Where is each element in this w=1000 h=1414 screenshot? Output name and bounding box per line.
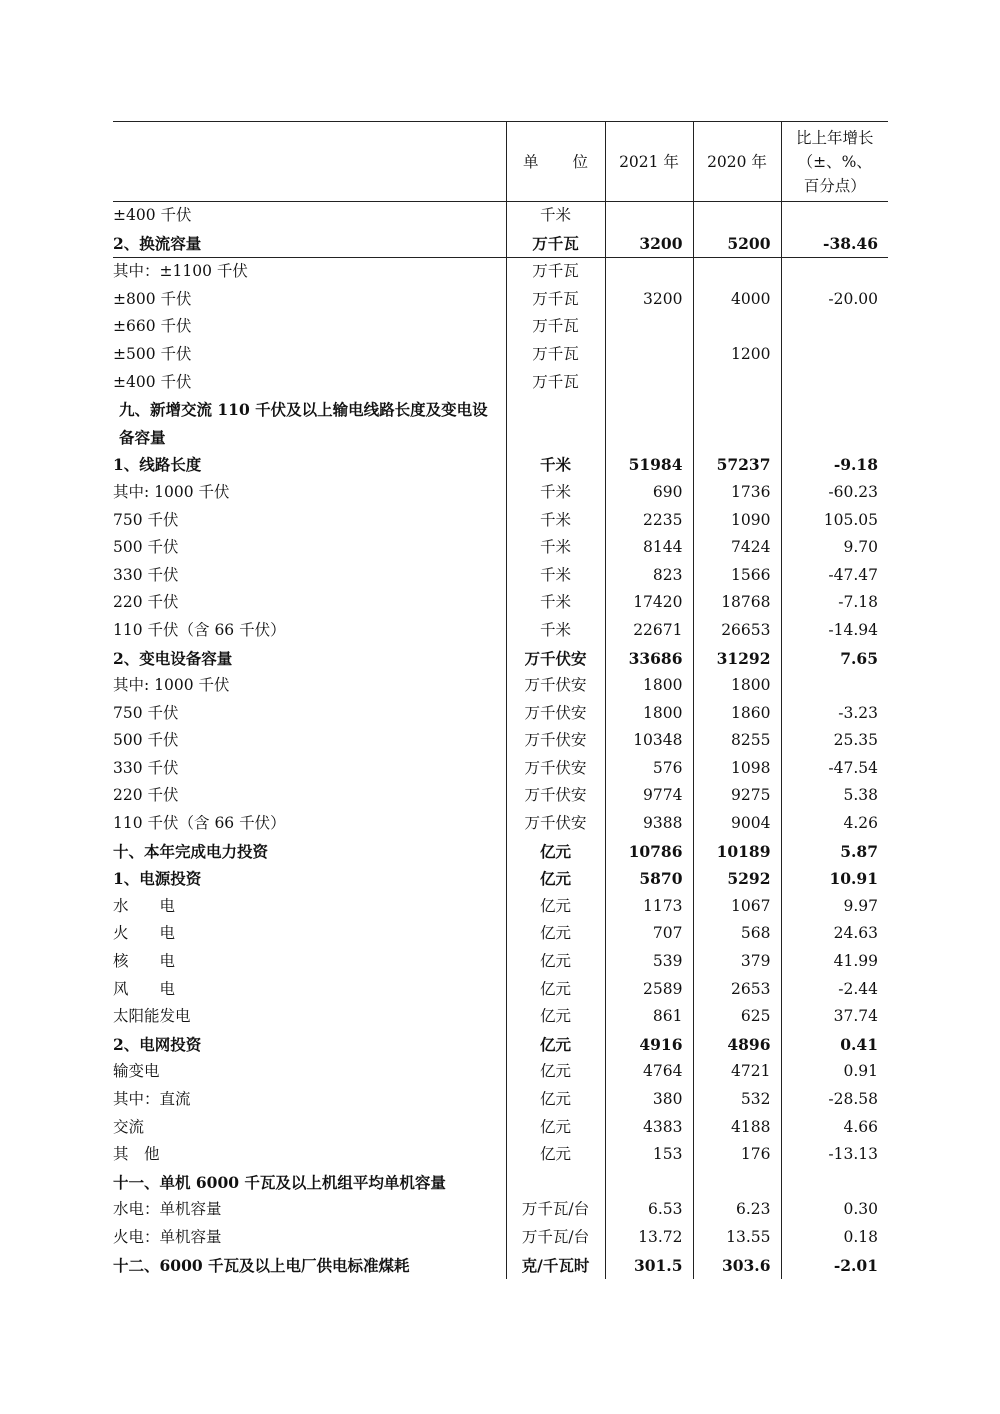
row-name: ±500 千伏 [113, 344, 192, 363]
row-unit: 万千瓦 [506, 230, 605, 258]
row-name: 十一、单机 6000 千瓦及以上机组平均单机容量 [113, 1172, 446, 1192]
row-unit: 千米 [506, 617, 605, 645]
row-value-2020: 31292 [693, 645, 781, 673]
row-change: -7.18 [781, 589, 888, 617]
table-row [113, 286, 888, 314]
row-name: 750 千伏 [113, 510, 179, 529]
table-row [113, 1169, 888, 1197]
row-name: 太阳能发电 [113, 1007, 191, 1026]
row-value-2021: 539 [605, 948, 693, 976]
header-2021: 2021 年 [605, 122, 693, 202]
row-value-2021: 4764 [605, 1058, 693, 1086]
row-value-2020: 18768 [693, 589, 781, 617]
row-unit: 万千伏安 [506, 782, 605, 810]
row-value-2021 [605, 1169, 693, 1197]
table-row [113, 700, 888, 728]
header-unit-char-2: 位 [572, 152, 589, 171]
header-unit-char-1: 单 [522, 152, 539, 171]
header-change-line-1: 比上年增长 [795, 128, 874, 147]
row-value-2021: 10348 [605, 727, 693, 755]
row-value-2020: 7424 [693, 534, 781, 562]
row-name: 其中: 1000 千伏 [113, 676, 230, 695]
row-value-2021 [605, 369, 693, 397]
row-name: 其 他 [113, 1145, 160, 1164]
row-change: -47.54 [781, 755, 888, 783]
table-row [113, 976, 888, 1004]
row-value-2021: 3200 [605, 286, 693, 314]
row-value-2021: 861 [605, 1003, 693, 1031]
table-row [113, 1086, 888, 1114]
row-name: 核 电 [113, 952, 176, 971]
row-value-2021: 301.5 [605, 1252, 693, 1280]
row-value-2020: 1800 [693, 672, 781, 700]
row-change: 7.65 [781, 645, 888, 673]
row-value-2020: 1067 [693, 893, 781, 921]
table-row [113, 313, 888, 341]
row-value-2020: 1566 [693, 562, 781, 590]
row-change: -28.58 [781, 1086, 888, 1114]
row-value-2021: 6.53 [605, 1196, 693, 1224]
row-unit: 万千伏安 [506, 645, 605, 673]
row-change: -60.23 [781, 479, 888, 507]
table-row [113, 727, 888, 755]
row-change: -47.47 [781, 562, 888, 590]
row-unit: 万千瓦 [506, 341, 605, 369]
row-value-2021: 2589 [605, 976, 693, 1004]
row-value-2020: 303.6 [693, 1252, 781, 1280]
row-unit: 千米 [506, 534, 605, 562]
row-value-2020: 2653 [693, 976, 781, 1004]
row-change: -13.13 [781, 1141, 888, 1169]
row-change: 37.74 [781, 1003, 888, 1031]
table-row [113, 562, 888, 590]
row-value-2020: 57237 [693, 451, 781, 479]
row-value-2021: 17420 [605, 589, 693, 617]
row-value-2020: 1736 [693, 479, 781, 507]
table-row [113, 230, 888, 258]
table-row [113, 672, 888, 700]
row-value-2021: 380 [605, 1086, 693, 1114]
row-change [781, 369, 888, 397]
row-value-2020: 5292 [693, 865, 781, 893]
row-unit: 万千伏安 [506, 755, 605, 783]
table-row [113, 258, 888, 286]
row-name: 火电：单机容量 [113, 1227, 222, 1246]
header-item-column [113, 122, 506, 202]
table-row [113, 1224, 888, 1252]
row-unit: 万千伏安 [506, 810, 605, 838]
row-value-2021: 5870 [605, 865, 693, 893]
table-row [113, 617, 888, 645]
row-value-2021 [605, 341, 693, 369]
row-value-2021: 9774 [605, 782, 693, 810]
row-value-2020: 10189 [693, 838, 781, 866]
row-change [781, 258, 888, 286]
row-unit [506, 396, 605, 451]
statistics-table [113, 121, 888, 1279]
row-change: 25.35 [781, 727, 888, 755]
row-value-2020: 1200 [693, 341, 781, 369]
row-unit: 万千瓦 [506, 286, 605, 314]
table-row [113, 534, 888, 562]
row-unit: 亿元 [506, 865, 605, 893]
row-value-2020: 6.23 [693, 1196, 781, 1224]
row-unit: 亿元 [506, 1141, 605, 1169]
row-value-2021 [605, 396, 693, 451]
row-name: 2、电网投资 [113, 1034, 202, 1054]
row-value-2020: 1860 [693, 700, 781, 728]
row-name: 其中：±1100 千伏 [113, 262, 248, 281]
table-row [113, 369, 888, 397]
row-change: 0.91 [781, 1058, 888, 1086]
row-unit: 万千伏安 [506, 672, 605, 700]
row-change: -9.18 [781, 451, 888, 479]
row-unit [506, 1169, 605, 1197]
row-name: 其中: 1000 千伏 [113, 482, 230, 501]
row-value-2020: 625 [693, 1003, 781, 1031]
row-change: 4.66 [781, 1114, 888, 1142]
row-change [781, 396, 888, 451]
row-unit: 亿元 [506, 1058, 605, 1086]
row-name: 330 千伏 [113, 565, 179, 584]
row-name: 220 千伏 [113, 786, 179, 805]
row-unit: 千米 [506, 451, 605, 479]
row-value-2021: 9388 [605, 810, 693, 838]
table-row [113, 755, 888, 783]
row-unit: 亿元 [506, 920, 605, 948]
row-value-2020: 1090 [693, 507, 781, 535]
row-name: 2、变电设备容量 [113, 648, 233, 668]
table-row [113, 1003, 888, 1031]
row-unit: 万千伏安 [506, 727, 605, 755]
row-value-2020: 176 [693, 1141, 781, 1169]
row-name: 水电：单机容量 [113, 1200, 222, 1219]
row-change: 41.99 [781, 948, 888, 976]
row-unit: 亿元 [506, 1086, 605, 1114]
row-change: -2.01 [781, 1252, 888, 1280]
row-unit: 万千瓦/台 [506, 1196, 605, 1224]
row-value-2020: 1098 [693, 755, 781, 783]
header-change [781, 122, 888, 202]
row-change: -38.46 [781, 230, 888, 258]
row-name: 其中：直流 [113, 1090, 191, 1108]
row-unit: 千米 [506, 589, 605, 617]
row-unit: 亿元 [506, 1003, 605, 1031]
row-change [781, 202, 888, 230]
table-row [113, 341, 888, 369]
row-change: 9.70 [781, 534, 888, 562]
table-row [113, 948, 888, 976]
row-name: 1、电源投资 [113, 869, 202, 889]
row-change: 0.18 [781, 1224, 888, 1252]
header-change-line-2: （±、%、 [797, 152, 872, 171]
row-value-2021: 8144 [605, 534, 693, 562]
row-name: 750 千伏 [113, 703, 179, 722]
row-change [781, 672, 888, 700]
row-unit: 万千瓦 [506, 369, 605, 397]
table-row [113, 396, 888, 451]
row-unit: 亿元 [506, 1114, 605, 1142]
row-unit: 万千瓦 [506, 313, 605, 341]
table-row [113, 1114, 888, 1142]
row-value-2020: 568 [693, 920, 781, 948]
row-value-2021: 576 [605, 755, 693, 783]
row-value-2020: 4188 [693, 1114, 781, 1142]
row-value-2021: 3200 [605, 230, 693, 258]
table-row [113, 589, 888, 617]
row-name: ±400 千伏 [113, 372, 192, 391]
row-change: 5.38 [781, 782, 888, 810]
table-row [113, 810, 888, 838]
row-change: -2.44 [781, 976, 888, 1004]
row-value-2020: 379 [693, 948, 781, 976]
row-value-2021: 1800 [605, 672, 693, 700]
row-name: 火 电 [113, 924, 176, 943]
row-change [781, 313, 888, 341]
row-name: 2、换流容量 [113, 230, 506, 258]
row-name: 110 千伏（含 66 千伏） [113, 620, 286, 639]
table-row [113, 1252, 888, 1280]
table-row [113, 451, 888, 479]
row-name: 十、本年完成电力投资 [113, 841, 269, 861]
row-value-2020: 532 [693, 1086, 781, 1114]
row-change: -14.94 [781, 617, 888, 645]
table-row [113, 1031, 888, 1059]
table-row [113, 893, 888, 921]
row-value-2021 [605, 202, 693, 230]
row-value-2021: 823 [605, 562, 693, 590]
row-name: 1、线路长度 [113, 455, 202, 475]
row-value-2020: 9275 [693, 782, 781, 810]
row-value-2020 [693, 202, 781, 230]
row-value-2020: 13.55 [693, 1224, 781, 1252]
row-value-2021: 13.72 [605, 1224, 693, 1252]
row-value-2021 [605, 313, 693, 341]
row-name: 330 千伏 [113, 758, 179, 777]
row-value-2020: 9004 [693, 810, 781, 838]
row-value-2021 [605, 258, 693, 286]
row-value-2021: 1800 [605, 700, 693, 728]
row-change: -20.00 [781, 286, 888, 314]
row-change: 9.97 [781, 893, 888, 921]
row-change: 10.91 [781, 865, 888, 893]
row-change: 105.05 [781, 507, 888, 535]
row-value-2021: 51984 [605, 451, 693, 479]
row-change: 0.41 [781, 1031, 888, 1059]
row-value-2020: 4000 [693, 286, 781, 314]
table-body [113, 202, 888, 1280]
row-value-2020: 4896 [693, 1031, 781, 1059]
header-unit [506, 122, 605, 202]
row-unit: 千米 [506, 507, 605, 535]
header-2020: 2020 年 [693, 122, 781, 202]
row-change [781, 341, 888, 369]
header-change-line-3: 百分点） [803, 176, 866, 195]
row-change: 24.63 [781, 920, 888, 948]
row-change: 4.26 [781, 810, 888, 838]
table-row [113, 838, 888, 866]
row-name: 九、新增交流 110 千伏及以上输电线路长度及变电设备容量 [119, 400, 488, 447]
row-value-2021: 22671 [605, 617, 693, 645]
table-row [113, 479, 888, 507]
table-row [113, 507, 888, 535]
row-value-2020 [693, 313, 781, 341]
row-value-2021: 2235 [605, 507, 693, 535]
row-unit: 万千瓦/台 [506, 1224, 605, 1252]
row-name: 十二、6000 千瓦及以上电厂供电标准煤耗 [113, 1255, 410, 1275]
table-row [113, 645, 888, 673]
row-value-2020: 26653 [693, 617, 781, 645]
row-name: 输变电 [113, 1062, 160, 1081]
row-value-2020 [693, 369, 781, 397]
row-value-2020: 4721 [693, 1058, 781, 1086]
row-value-2020 [693, 1169, 781, 1197]
row-name: 水 电 [113, 896, 176, 915]
row-unit: 万千瓦 [506, 258, 605, 286]
row-name: 110 千伏（含 66 千伏） [113, 814, 286, 833]
row-unit: 亿元 [506, 893, 605, 921]
row-unit: 万千伏安 [506, 700, 605, 728]
row-unit: 千米 [506, 562, 605, 590]
row-value-2021: 707 [605, 920, 693, 948]
row-unit: 亿元 [506, 1031, 605, 1059]
row-value-2020: 5200 [693, 230, 781, 258]
table-row [113, 782, 888, 810]
row-name: 风 电 [113, 979, 176, 998]
row-unit: 克/千瓦时 [506, 1252, 605, 1280]
row-change [781, 1169, 888, 1197]
row-value-2020 [693, 396, 781, 451]
table-row [113, 865, 888, 893]
table-row [113, 202, 888, 230]
row-name: ±400 千伏 [113, 206, 192, 224]
row-unit: 亿元 [506, 976, 605, 1004]
table-row [113, 1058, 888, 1086]
table-header [113, 122, 888, 202]
row-name: 500 千伏 [113, 731, 179, 750]
row-name: ±800 千伏 [113, 289, 192, 308]
row-unit: 亿元 [506, 838, 605, 866]
row-unit: 千米 [506, 479, 605, 507]
row-value-2021: 690 [605, 479, 693, 507]
row-unit: 亿元 [506, 948, 605, 976]
table-row [113, 920, 888, 948]
row-value-2021: 4383 [605, 1114, 693, 1142]
table-row [113, 1196, 888, 1224]
row-name: 交流 [113, 1117, 145, 1136]
row-name: 500 千伏 [113, 538, 179, 557]
row-value-2021: 153 [605, 1141, 693, 1169]
row-change: -3.23 [781, 700, 888, 728]
table-row [113, 1141, 888, 1169]
row-name: 220 千伏 [113, 593, 179, 612]
row-value-2020: 8255 [693, 727, 781, 755]
row-value-2021: 1173 [605, 893, 693, 921]
row-name: ±660 千伏 [113, 317, 192, 336]
row-value-2021: 33686 [605, 645, 693, 673]
row-change: 0.30 [781, 1196, 888, 1224]
row-value-2021: 10786 [605, 838, 693, 866]
row-value-2020 [693, 258, 781, 286]
row-unit: 千米 [506, 202, 605, 230]
row-value-2021: 4916 [605, 1031, 693, 1059]
row-change: 5.87 [781, 838, 888, 866]
